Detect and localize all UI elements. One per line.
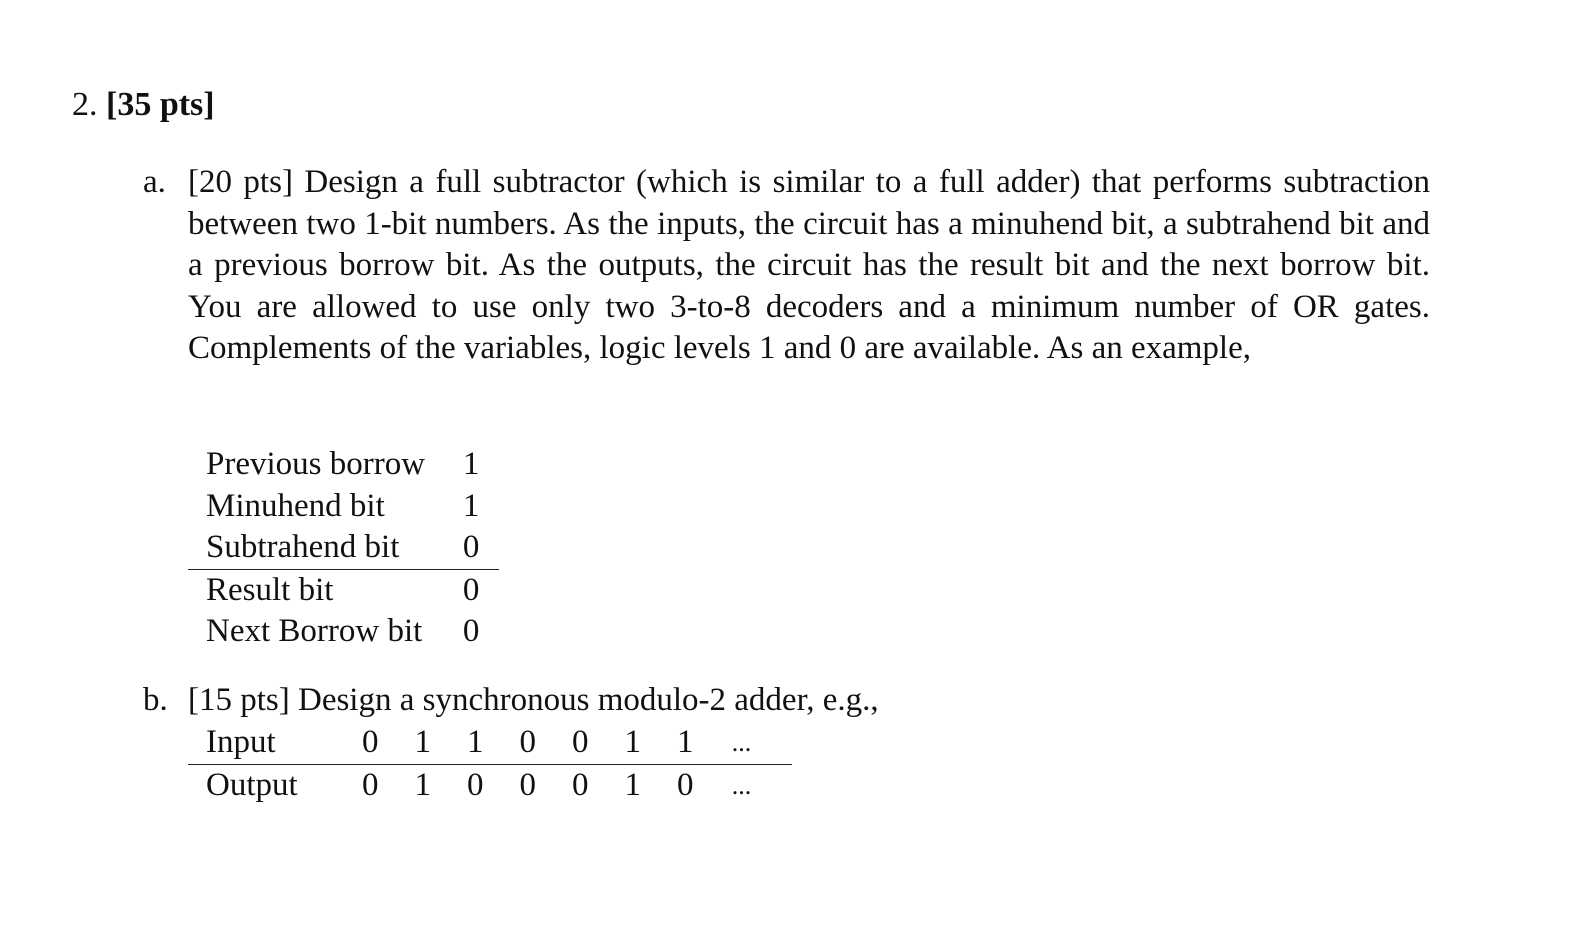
example-value: 1	[462, 487, 480, 524]
example-row-next-borrow-bit	[188, 611, 499, 653]
example-row-previous-borrow	[188, 444, 499, 486]
part-b-marker: b.	[143, 682, 168, 718]
input-ellipsis: ...	[731, 728, 752, 757]
problem-number: 2.	[72, 86, 98, 123]
sequence-row-input	[188, 722, 792, 764]
example-value: 0	[462, 613, 480, 649]
input-bit: 0	[519, 724, 536, 760]
example-value: 0	[461, 569, 499, 611]
output-ellipsis: ...	[712, 764, 792, 806]
problem-heading	[72, 84, 215, 126]
output-bit: 0	[554, 764, 607, 806]
example-value: 1	[462, 446, 480, 482]
subtractor-example-table	[188, 444, 499, 653]
modulo2-sequence-table	[188, 722, 792, 806]
part-a-marker: a.	[143, 164, 166, 200]
output-bit: 1	[607, 764, 660, 806]
example-label: Previous borrow	[206, 446, 426, 482]
sequence-row-output	[188, 764, 792, 806]
output-bit: 1	[397, 764, 450, 806]
input-bit: 0	[362, 724, 379, 760]
part-a-text: [20 pts] Design a full subtractor (which is similar to a full adder) that performs subtraction between two 1-bit numbers. As the inputs, the circuit has a minuhend bit, a subtrahend bit and a previous borrow bit. As the outputs, the circuit has the result bit and the next borrow bit. You are allowed to use only two 3-to-8 decoders and a minimum number of OR gates. Complements of the variables, logic levels 1 and 0 are available. As an example,	[188, 164, 1430, 366]
input-bit: 1	[624, 724, 641, 760]
output-bit: 0	[344, 764, 397, 806]
problem-points: [35 pts]	[106, 86, 215, 123]
input-bit: 1	[467, 724, 484, 760]
input-bit: 1	[414, 724, 431, 760]
input-bit: 0	[572, 724, 589, 760]
example-row-subtrahend-bit	[188, 527, 499, 569]
input-bit: 1	[677, 724, 694, 760]
example-row-result-bit	[188, 569, 499, 611]
part-b-text: [15 pts] Design a synchronous modulo-2 adder, e.g.,	[188, 682, 879, 718]
example-label: Subtrahend bit	[206, 529, 400, 565]
example-label: Next Borrow bit	[206, 613, 423, 649]
example-label: Result bit	[188, 569, 461, 611]
example-value: 0	[462, 529, 480, 565]
output-bit: 0	[502, 764, 555, 806]
output-bit: 0	[449, 764, 502, 806]
sequence-input-label: Input	[206, 724, 276, 760]
example-label: Minuhend bit	[206, 487, 385, 524]
sequence-output-label: Output	[188, 764, 344, 806]
example-row-minuhend-bit	[188, 486, 499, 528]
output-bit: 0	[659, 764, 712, 806]
